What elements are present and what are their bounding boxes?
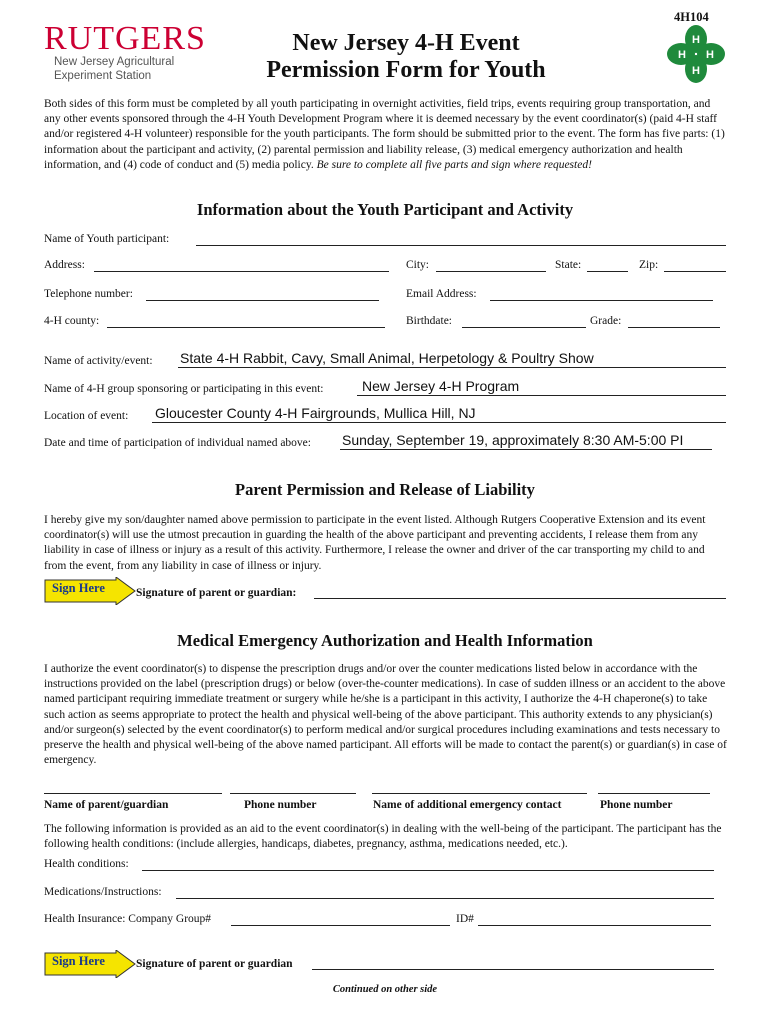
health-info-text: The following information is provided as an aid to the event coordinator(s) in dealing with the well-being of the participant. The participant has the following health conditions: (include allergies, handicaps, diabetes, pregnancy, asthma, medications needed, etc.). [44, 823, 722, 851]
zip-field[interactable] [664, 259, 726, 272]
address-label: Address: [44, 259, 85, 271]
page-title [210, 30, 602, 84]
permission-body: I hereby give my son/daughter named above permission to participate in the event listed. Although Rutgers Cooperative Extension and its event coordinator(s) will use the utmost precaution in guarding the health of the above participant and preventing accidents, I release them from any liability in case of illness or injury as a result of this activity. Furthermore, I release the owner and driver of the car transporting my child to and from the event, from any liability in case of illness or injury. [44, 514, 706, 572]
state-field[interactable] [587, 259, 628, 272]
birthdate-field[interactable] [462, 315, 586, 328]
signature-field[interactable] [314, 586, 726, 599]
email-label: Email Address: [406, 288, 477, 300]
parent-name-field[interactable] [44, 783, 222, 794]
name-label: Name of Youth participant: [44, 233, 170, 245]
health-conditions-field[interactable] [142, 858, 714, 871]
medical-signature-label: Signature of parent or guardian [136, 958, 293, 970]
intro-emphasis: Be sure to complete all five parts and sign where requested! [316, 158, 592, 171]
phone1-field[interactable] [230, 783, 356, 794]
health-conditions-label: Health conditions: [44, 858, 129, 870]
medications-label: Medications/Instructions: [44, 886, 162, 898]
permission-section-heading: Parent Permission and Release of Liability [235, 480, 535, 499]
state-label: State: [555, 259, 582, 271]
svg-text:H: H [692, 65, 700, 77]
svg-text:H: H [678, 49, 686, 61]
rutgers-logo: RUTGERS [44, 20, 206, 57]
title-line2: Permission Form for Youth [266, 57, 546, 83]
sign-here-label[interactable]: Sign Here [52, 581, 105, 595]
participant-section-heading: Information about the Youth Participant and Activity [196, 200, 574, 219]
address-field[interactable] [94, 259, 389, 272]
city-field[interactable] [436, 259, 546, 272]
id-label: ID# [456, 913, 474, 925]
location-label: Location of event: [44, 410, 129, 422]
location-value: Gloucester County 4-H Fairgrounds, Mullica Hill, NJ [155, 405, 476, 421]
zip-label: Zip: [639, 259, 659, 271]
phone2-field[interactable] [598, 783, 710, 794]
county-field[interactable] [107, 315, 385, 328]
telephone-label: Telephone number: [44, 288, 133, 300]
id-field[interactable] [478, 913, 711, 926]
location-field[interactable] [152, 407, 726, 423]
activity-field[interactable] [178, 352, 726, 368]
col-phone2-label: Phone number [600, 799, 673, 811]
four-h-clover-icon [666, 24, 726, 84]
grade-field[interactable] [628, 315, 720, 328]
col-phone1-label: Phone number [244, 799, 317, 811]
name-field[interactable] [196, 233, 726, 246]
telephone-field[interactable] [146, 288, 379, 301]
city-label: City: [406, 259, 430, 271]
sign-here-label-medical[interactable]: Sign Here [52, 954, 105, 968]
date-field[interactable] [340, 434, 712, 450]
form-code: 4H104 [674, 10, 709, 24]
logo-subtitle [54, 55, 214, 83]
continued-note: Continued on other side [332, 984, 438, 995]
signature-label: Signature of parent or guardian: [136, 587, 297, 599]
email-field[interactable] [490, 288, 713, 301]
group-value: New Jersey 4-H Program [362, 378, 520, 394]
col-parent-label: Name of parent/guardian [44, 799, 169, 811]
contact-field[interactable] [372, 783, 587, 794]
svg-text:H: H [692, 34, 700, 46]
svg-text:H: H [706, 49, 714, 61]
medications-field[interactable] [176, 886, 714, 899]
logo-subtitle-line1: New Jersey Agricultural [54, 56, 175, 68]
insurance-label: Health Insurance: Company Group# [44, 913, 212, 925]
activity-value: State 4-H Rabbit, Cavy, Small Animal, Herpetology & Poultry Show [180, 350, 594, 366]
group-label: Name of 4-H group sponsoring or participating in this event: [44, 383, 324, 395]
logo-subtitle-line2: Experiment Station [54, 70, 152, 82]
intro-text: Both sides of this form must be completed by all youth participating in overnight activities, field trips, events requiring group transportation, and any other events sponsored through the 4-H Youth Development Program where it is deemed necessary by the event coordinator(s) (paid 4-H staff and/or registered 4-H volunteer) responsible for the youth participants. The form should be submitted prior to the event. The form has five parts: (1) information about the participant and activity, (2) parental permission and liability release, (3) medical emergency authorization and health information, and (4) code of conduct and (5) media policy. [44, 98, 725, 171]
grade-label: Grade: [590, 315, 622, 327]
insurance-field[interactable] [231, 913, 450, 926]
birthdate-label: Birthdate: [406, 315, 452, 327]
medical-body: I authorize the event coordinator(s) to dispense the prescription drugs and/or over the counter medications listed below in accordance with the instructions provided on the label (prescription drugs) or below (over-the-counter medications). In case of sudden illness or an accident to the above named participant requiring immediate treatment or surgery while he/she is a participant in this activity, I authorize the 4-H chaperone(s) to take such action as seems appropriate to protect the health and physical well-being of the above participant. This authority extends to any physician(s) and/or surgeon(s) selected by the event coordinator(s) to perform medical and/or surgical procedures including examinations and tests necessary to preserve the health and physical well-being of the above named participant. All efforts will be made to contact the parent(s) or guardian(s) in case of emergency. [44, 663, 727, 767]
county-label: 4-H county: [44, 315, 100, 327]
date-label: Date and time of participation of individual named above: [44, 437, 311, 449]
col-contact-label: Name of additional emergency contact [373, 799, 562, 811]
title-line1: New Jersey 4-H Event [292, 30, 520, 56]
group-field[interactable] [357, 380, 726, 396]
medical-section-heading: Medical Emergency Authorization and Health Information [177, 631, 593, 650]
date-value: Sunday, September 19, approximately 8:30 AM-5:00 PI [342, 434, 684, 448]
medical-signature-field[interactable] [312, 957, 714, 970]
intro-paragraph [44, 97, 728, 173]
activity-label: Name of activity/event: [44, 355, 153, 367]
